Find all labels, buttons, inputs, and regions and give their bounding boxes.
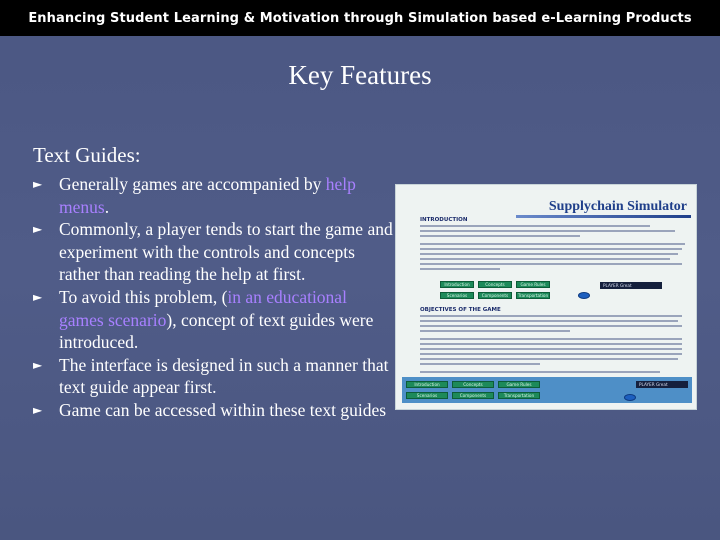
text-line bbox=[420, 258, 670, 260]
bullet-arrow-icon: ► bbox=[33, 177, 43, 191]
concepts-button[interactable]: Concepts bbox=[452, 381, 494, 388]
list-item: ► Commonly, a player tends to start the game and experiment with the controls and concepts rather than reading the help at first. bbox=[33, 219, 393, 285]
intro-heading: INTRODUCTION bbox=[420, 217, 468, 223]
play-button[interactable] bbox=[624, 394, 636, 401]
section-heading: Text Guides: bbox=[33, 143, 141, 167]
player-label-box: PLAYER Great bbox=[600, 282, 662, 289]
simulator-screenshot bbox=[395, 184, 697, 410]
logo-underline bbox=[516, 215, 691, 218]
transportation-button[interactable]: Transportation bbox=[498, 392, 540, 399]
play-button[interactable] bbox=[578, 292, 590, 299]
text-line bbox=[420, 353, 682, 355]
list-item: ► The interface is designed in such a manner that text guide appear first. bbox=[33, 354, 389, 398]
simulator-logo: Supplychain Simulator bbox=[548, 199, 687, 214]
text-line bbox=[420, 263, 682, 265]
scenarios-button[interactable]: Scenarios bbox=[440, 292, 474, 299]
text-line bbox=[420, 248, 682, 250]
highlight-text: help menus bbox=[59, 174, 356, 217]
game-rules-button[interactable]: Game Rules bbox=[498, 381, 540, 388]
bullet-arrow-icon: ► bbox=[33, 357, 43, 372]
text-line bbox=[420, 225, 650, 227]
list-item: ► Generally games are accompanied by help menus. bbox=[33, 174, 356, 217]
text-line bbox=[420, 371, 660, 373]
bullet-arrow-icon: ► bbox=[33, 402, 43, 417]
components-button[interactable]: Components bbox=[452, 392, 494, 399]
text-line bbox=[420, 268, 500, 270]
components-button[interactable]: Components bbox=[478, 292, 512, 299]
banner-title: Enhancing Student Learning & Motivation through Simulation based e-Learning Products bbox=[28, 10, 692, 26]
text-line bbox=[420, 330, 570, 332]
bullet-list bbox=[33, 173, 393, 422]
text-line bbox=[420, 343, 682, 345]
bullet-arrow-icon: ► bbox=[33, 289, 43, 304]
text-line bbox=[420, 338, 682, 340]
objectives-heading: OBJECTIVES OF THE GAME bbox=[420, 307, 501, 313]
list-item: ► To avoid this problem, (in an educational games scenario), concept of text guides were introduced. bbox=[33, 286, 374, 353]
game-rules-button[interactable]: Game Rules bbox=[516, 281, 550, 288]
text-line bbox=[420, 325, 682, 327]
text-line bbox=[420, 363, 540, 365]
transportation-button[interactable]: Transportation bbox=[517, 293, 549, 298]
text-line bbox=[420, 235, 580, 237]
top-banner bbox=[0, 0, 720, 36]
text-line bbox=[420, 315, 682, 317]
text-line bbox=[420, 358, 678, 360]
concepts-button[interactable]: Concepts bbox=[478, 281, 512, 288]
text-line bbox=[420, 243, 685, 245]
text-line bbox=[420, 320, 678, 322]
bullet-arrow-icon: ► bbox=[33, 222, 43, 237]
text-line bbox=[420, 348, 682, 350]
slide-title: Key Features bbox=[288, 60, 432, 90]
intro-button[interactable]: Introduction bbox=[406, 381, 448, 388]
text-line bbox=[420, 230, 675, 232]
highlight-text: in an educational games scenario bbox=[59, 286, 347, 330]
player-label-box: PLAYER Great bbox=[636, 381, 688, 388]
intro-button[interactable]: Introduction bbox=[440, 281, 474, 288]
scenarios-button[interactable]: Scenarios bbox=[406, 392, 448, 399]
list-item: ► Game can be accessed within these text guides bbox=[33, 399, 387, 420]
text-line bbox=[420, 253, 678, 255]
